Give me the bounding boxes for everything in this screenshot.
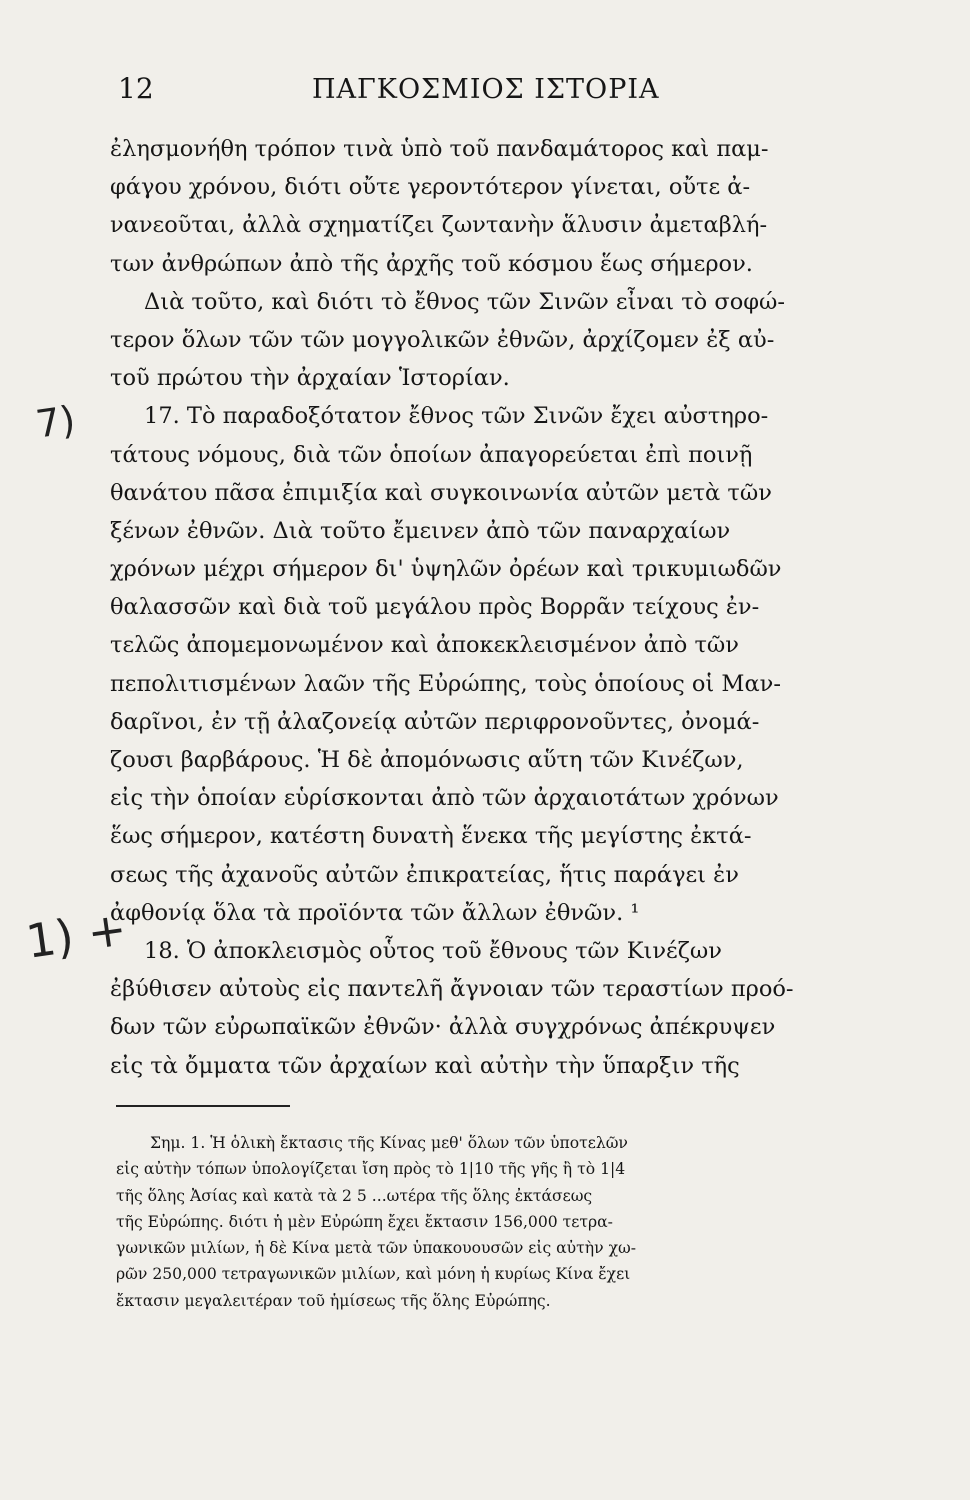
text-line: θαλασσῶν καὶ διὰ τοῦ μεγάλου πρὸς Βορρᾶν τείχους ἐν- (110, 594, 760, 621)
text-line: ἕως σήμερον, κατέστη δυνατὴ ἕνεκα τῆς μεγίστης ἐκτά- (110, 823, 752, 850)
footnote-line: τῆς Εὐρώπης. διότι ἡ μὲν Εὐρώπη ἔχει ἔκτασιν 156,000 τετρα- (116, 1212, 613, 1231)
text-line: των ἀνθρώπων ἀπὸ τῆς ἀρχῆς τοῦ κόσμου ἕως σήμερον. (110, 250, 753, 277)
footnote-divider (116, 1105, 290, 1107)
text-line: σεως τῆς ἀχανοῦς αὐτῶν ἐπικρατείας, ἥτις παράγει ἐν (110, 861, 739, 888)
text-line: νανεοῦται, ἀλλὰ σχηματίζει ζωντανὴν ἅλυσιν ἀμεταβλή- (110, 212, 768, 239)
footnote-line: ρῶν 250,000 τετραγωνικῶν μιλίων, καὶ μόνη ἡ κυρίως Κίνα ἔχει (116, 1265, 631, 1284)
footnote-line: γωνικῶν μιλίων, ἡ δὲ Κίνα μετὰ τῶν ὑπακουουσῶν εἰς αὐτὴν χω- (116, 1239, 636, 1258)
footnote-line: Σημ. 1. Ἡ ὁλικὴ ἔκτασις τῆς Κίνας μεθ' ὅλων τῶν ὑποτελῶν (150, 1134, 628, 1152)
footnote-line: ἔκτασιν μεγαλειτέραν τοῦ ἡμίσεως τῆς ὅλης Εὐρώπης. (116, 1291, 551, 1310)
text-line: ἐβύθισεν αὐτοὺς εἰς παντελῆ ἄγνοιαν τῶν τεραστίων προό- (110, 976, 794, 1003)
text-line: φάγου χρόνου, διότι οὔτε γεροντότερον γίνεται, οὔτε ἀ- (110, 174, 751, 201)
text-line: τάτους νόμους, διὰ τῶν ὁποίων ἀπαγορεύεται ἐπὶ ποινῇ (110, 441, 753, 468)
footnote-line: εἰς αὐτὴν τόπων ὑπολογίζεται ἴση πρὸς τὸ 1|10 τῆς γῆς ἢ τὸ 1|4 (116, 1160, 626, 1179)
text-line: πεπολιτισμένων λαῶν τῆς Εὐρώπης, τοὺς ὁποίους οἱ Μαν- (110, 670, 781, 697)
page-number: 12 (118, 72, 154, 105)
running-title: ΠΑΓΚΟΣΜΙΟΣ ΙΣΤΟΡΙΑ (312, 74, 660, 105)
text-line: θανάτου πᾶσα ἐπιμιξία καὶ συγκοινωνία αὐτῶν μετὰ τῶν (110, 479, 772, 506)
text-line: εἰς τὰ ὄμματα τῶν ἀρχαίων καὶ αὐτὴν τὴν ὕπαρξιν τῆς (110, 1052, 740, 1079)
footnote-line: τῆς ὅλης Ἀσίας καὶ κατὰ τὰ 2 5 ...ωτέρα τῆς ὅλης ἐκτάσεως (116, 1186, 593, 1205)
body-text (110, 130, 794, 1085)
footnote (116, 1130, 770, 1314)
text-line: εἰς τὴν ὁποίαν εὑρίσκονται ἀπὸ τῶν ἀρχαιοτάτων χρόνων (110, 785, 779, 812)
text-line: Διὰ τοῦτο, καὶ διότι τὸ ἔθνος τῶν Σινῶν εἶναι τὸ σοφώ- (144, 288, 785, 315)
section-17-start: 17. Τὸ παραδοξότατον ἔθνος τῶν Σινῶν ἔχει αὐστηρο- (144, 403, 769, 430)
handwritten-margin-note: 7) (33, 397, 78, 447)
text-line: δαρῖνοι, ἐν τῇ ἀλαζονείᾳ αὐτῶν περιφρονοῦντες, ὀνομά- (110, 708, 760, 735)
text-line: τοῦ πρώτου τὴν ἀρχαίαν Ἱστορίαν. (110, 365, 510, 392)
text-line: τελῶς ἀπομεμονωμένον καὶ ἀποκεκλεισμένον ἀπὸ τῶν (110, 632, 739, 659)
handwritten-margin-note: 1) + (22, 901, 130, 969)
text-line: ξένων ἐθνῶν. Διὰ τοῦτο ἔμεινεν ἀπὸ τῶν παναρχαίων (110, 517, 731, 544)
section-18-start: 18. Ὁ ἀποκλεισμὸς οὗτος τοῦ ἔθνους τῶν Κινέζων (144, 937, 722, 964)
text-line: τερον ὅλων τῶν τῶν μογγολικῶν ἐθνῶν, ἀρχίζομεν ἐξ αὐ- (110, 326, 775, 353)
text-line: χρόνων μέχρι σήμερον δι' ὑψηλῶν ὀρέων καὶ τρικυμιωδῶν (110, 556, 782, 583)
text-line: ζουσι βαρβάρους. Ἡ δὲ ἀπομόνωσις αὕτη τῶν Κινέζων, (110, 747, 744, 773)
text-line: δων τῶν εὐρωπαϊκῶν ἐθνῶν· ἀλλὰ συγχρόνως ἀπέκρυψεν (110, 1014, 776, 1041)
text-line: ἐλησμονήθη τρόπον τινὰ ὑπὸ τοῦ πανδαμάτορος καὶ παμ- (110, 136, 769, 162)
text-line: ἀφθονίᾳ ὅλα τὰ προϊόντα τῶν ἄλλων ἐθνῶν. ¹ (110, 899, 640, 926)
